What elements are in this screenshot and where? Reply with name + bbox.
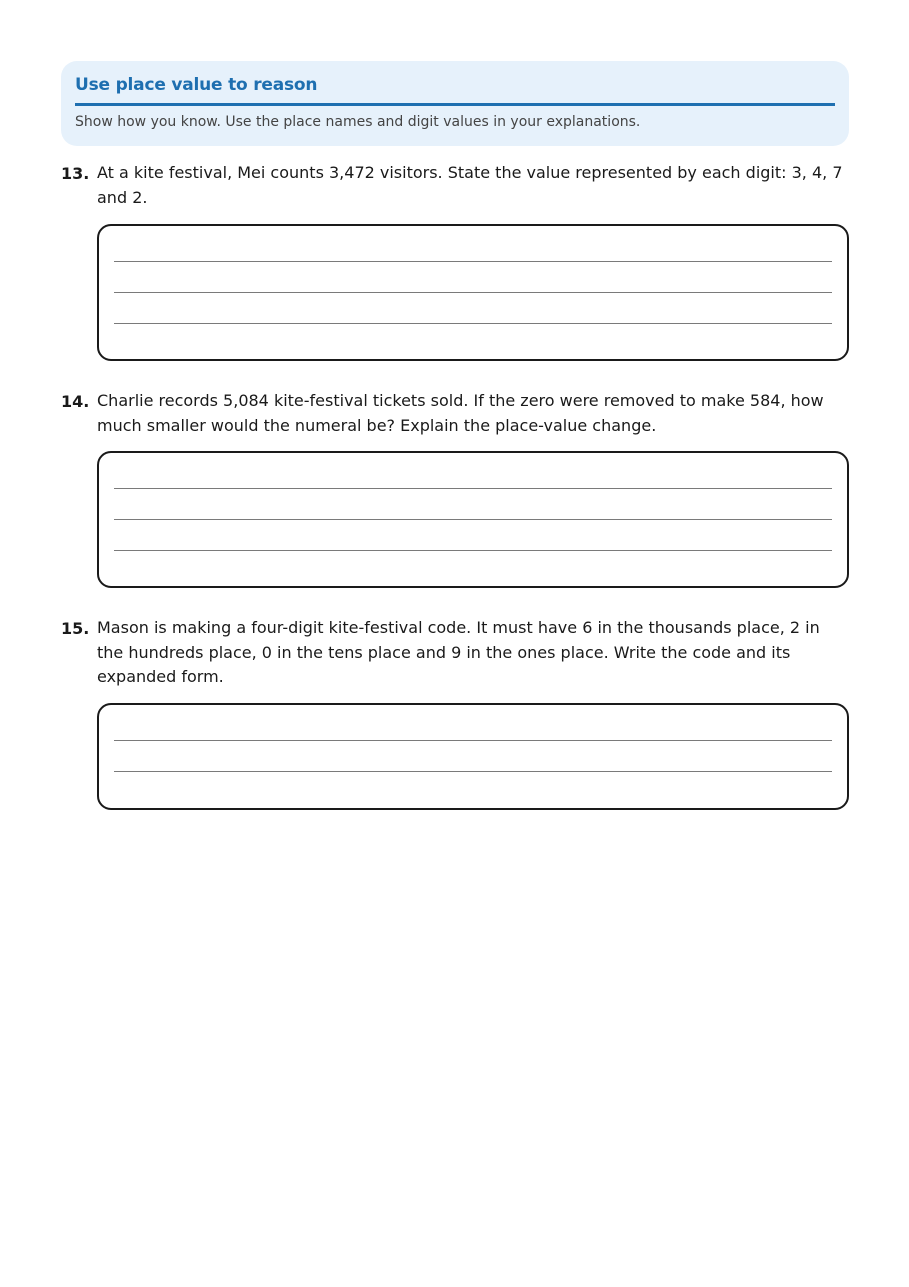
question-text: Charlie records 5,084 kite-festival tickets sold. If the zero were removed to make 584, how much smaller would the numeral be? Explain the place-value change.	[97, 391, 824, 435]
question-text: At a kite festival, Mei counts 3,472 visitors. State the value represented by each digit: 3, 4, 7 and 2.	[97, 163, 843, 207]
answer-box-13[interactable]	[97, 224, 849, 361]
question-15	[61, 619, 849, 694]
answer-line[interactable]	[114, 519, 832, 520]
answer-box-14[interactable]	[97, 451, 849, 588]
answer-line[interactable]	[114, 740, 832, 741]
question-14	[61, 392, 849, 442]
section-title: Use place value to reason	[75, 75, 318, 95]
section-instructions: Show how you know. Use the place names and digit values in your explanations.	[75, 114, 641, 130]
answer-box-15[interactable]	[97, 703, 849, 810]
question-text: Mason is making a four-digit kite-festival code. It must have 6 in the thousands place, 2 in the hundreds place, 0 in the tens place and 9 in the ones place. Write the code and its expanded form.	[97, 618, 820, 686]
section-header	[61, 61, 849, 146]
question-number: 15.	[61, 619, 90, 638]
question-number: 13.	[61, 164, 90, 183]
answer-line[interactable]	[114, 323, 832, 324]
question-13	[61, 164, 849, 214]
answer-line[interactable]	[114, 261, 832, 262]
answer-line[interactable]	[114, 550, 832, 551]
answer-line[interactable]	[114, 771, 832, 772]
answer-line[interactable]	[114, 488, 832, 489]
question-number: 14.	[61, 392, 90, 411]
answer-line[interactable]	[114, 292, 832, 293]
section-divider	[75, 103, 835, 106]
